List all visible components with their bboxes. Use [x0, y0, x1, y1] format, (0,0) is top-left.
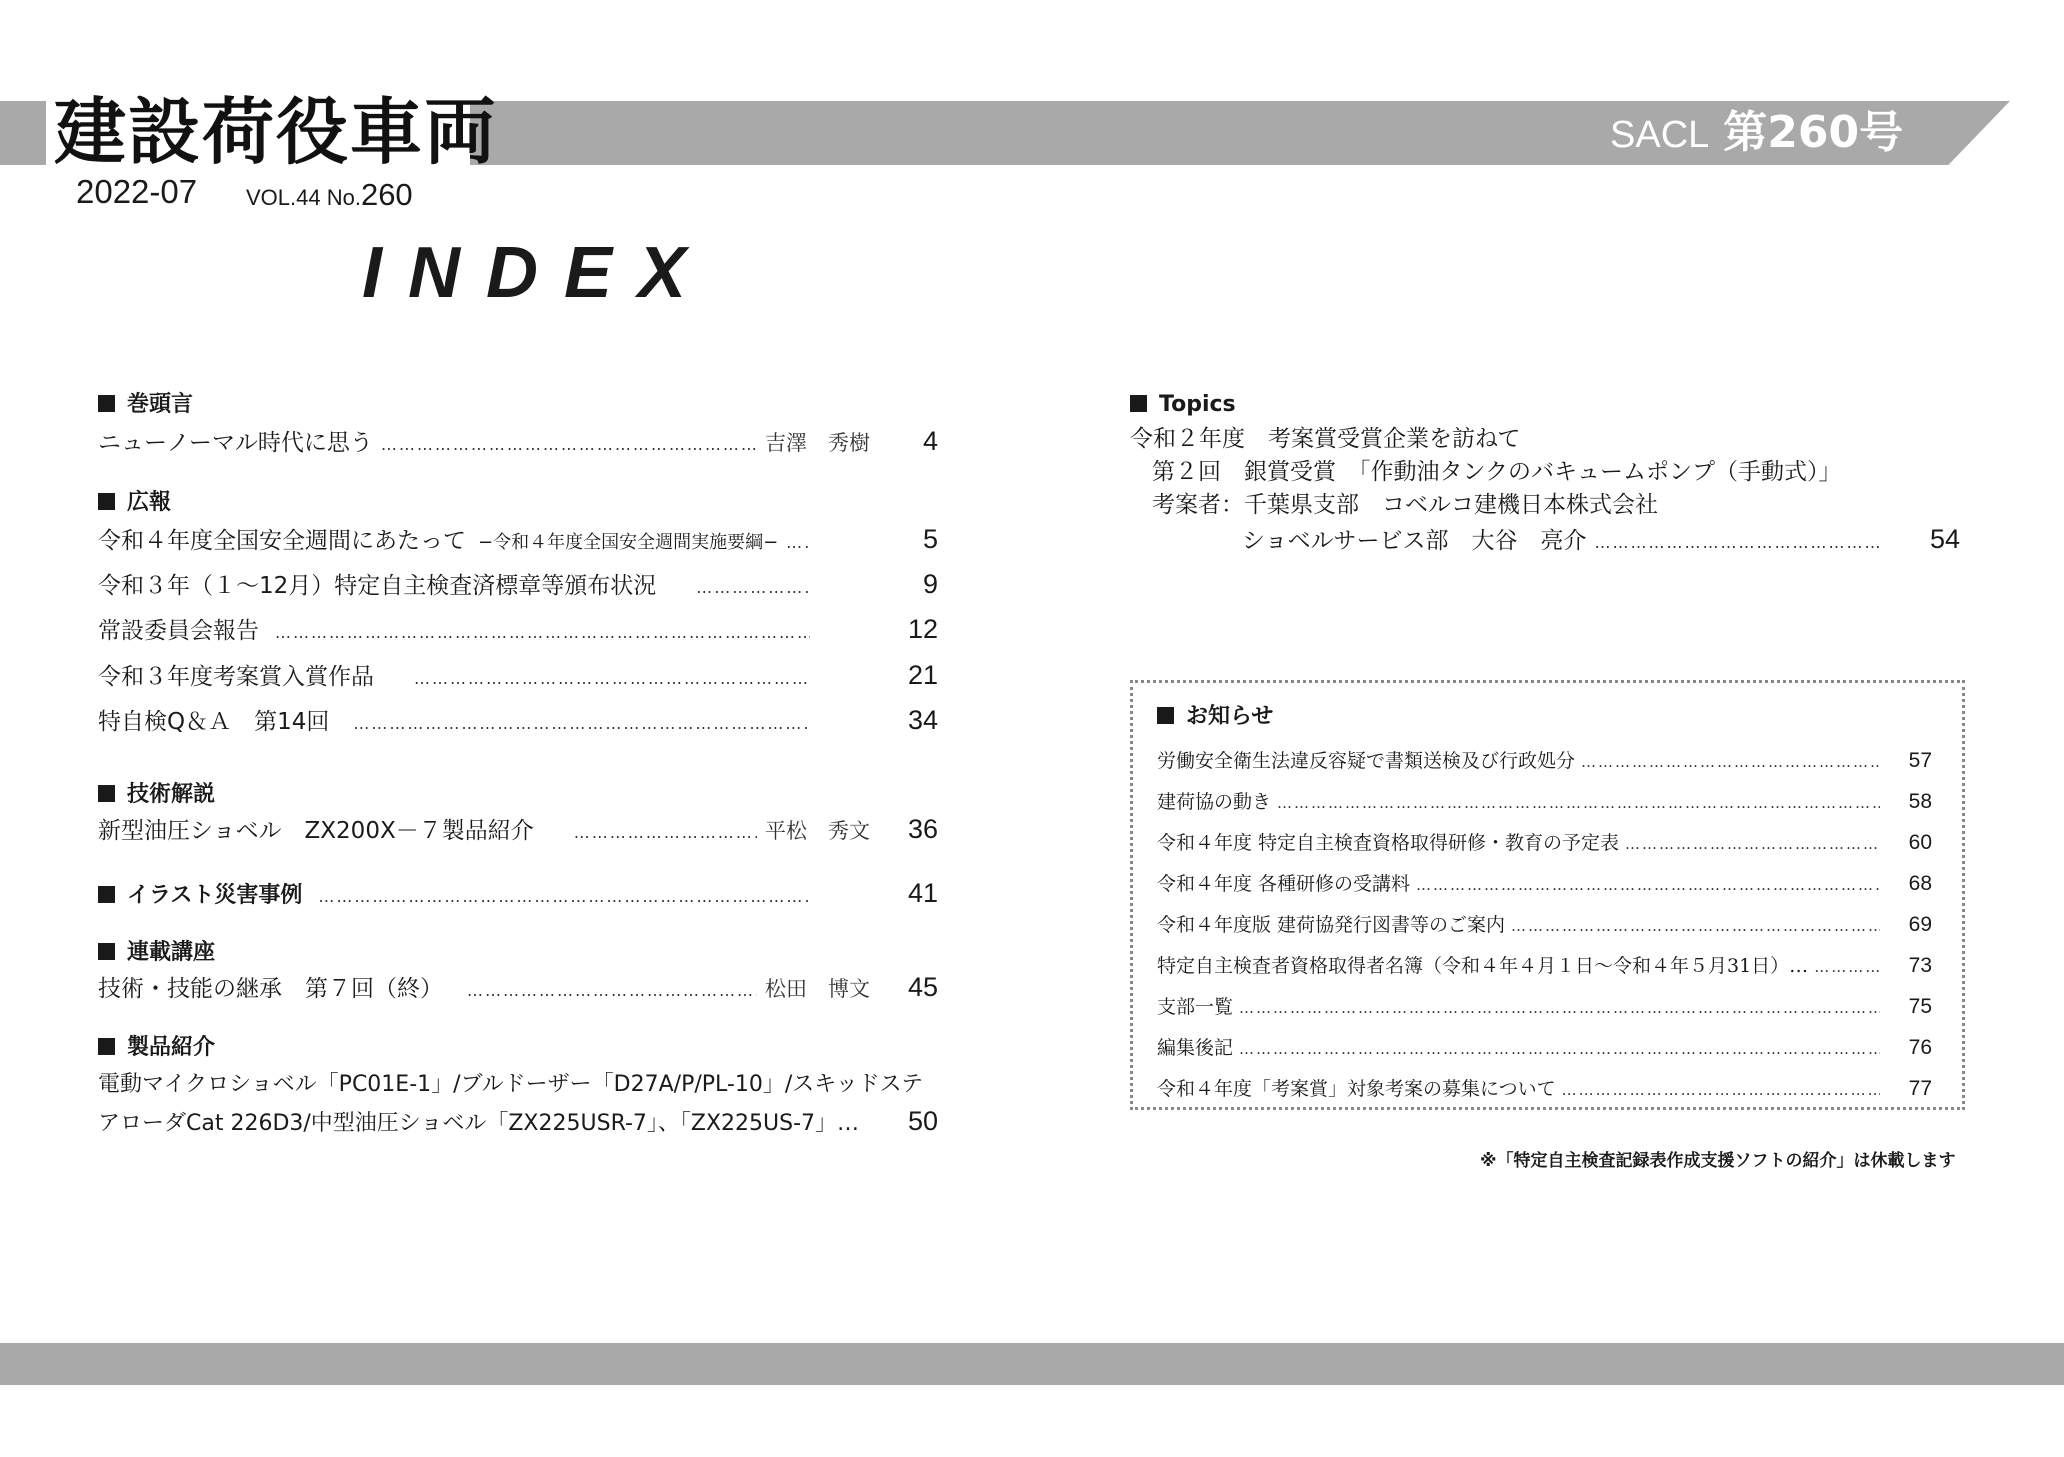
notice-item[interactable]: 建荷協の動き ………………………………………………………………………………………………………………………………………………………………………………………………… 58 — [1157, 782, 1932, 823]
section-heading-illust: イラスト災害事例 — [98, 879, 302, 913]
notice-item[interactable]: 令和４年度 特定自主検査資格取得研修・教育の予定表 ………………………………………………………………………………………………………………………………………………………………………………………………… 60 — [1157, 823, 1932, 864]
notice-item[interactable]: 支部一覧 ………………………………………………………………………………………………………………………………………………………………………………………………… 75 — [1157, 987, 1932, 1028]
topics-line-2: 第２回 銀賞受賞 「作動油タンクのバキュームポンプ（手動式）」 — [1152, 459, 1842, 485]
notice-item[interactable]: 令和４年度「考案賞」対象考案の募集について ………………………………………………………………………………………………………………………………………………………………………………………………… 77 — [1157, 1069, 1932, 1110]
product-line-1: 電動マイクロショベル「PC01E-1」/ブルドーザー「D27A/P/PL-10」/スキッドステ — [98, 1072, 924, 1097]
notice-item[interactable]: 令和４年度版 建荷協発行図書等のご案内 ………………………………………………………………………………………………………………………………………………………………………………………………… 69 — [1157, 905, 1932, 946]
toc-entry[interactable] — [1242, 522, 1960, 560]
notice-list — [1157, 741, 1932, 1110]
dot-leader — [381, 428, 757, 462]
notice-item[interactable]: 労働安全衛生法違反容疑で書類送検及び行政処分 ………………………………………………………………………………………………………………………………………………………………………………………………… 57 — [1157, 741, 1932, 782]
section-heading-topics: Topics — [1130, 390, 1236, 420]
entry-title: 令和３年度考案賞入賞作品 — [98, 664, 374, 690]
entry-page: 36 — [907, 814, 938, 844]
toc-entry[interactable] — [98, 1104, 938, 1141]
entry-page: 12 — [907, 614, 938, 644]
entry-title: 技術・技能の継承 第７回（終） — [98, 976, 443, 1002]
section-heading-seihin: 製品紹介 — [98, 1033, 215, 1063]
header-band-left — [0, 101, 46, 165]
toc-entry[interactable] — [98, 876, 938, 914]
entry-page: 45 — [907, 972, 938, 1002]
dot-leader — [1239, 1030, 1880, 1069]
dot-leader — [1814, 948, 1880, 987]
section-heading-notices: お知らせ — [1157, 702, 1273, 732]
dot-leader — [1625, 825, 1880, 864]
issue-number: 第260号 — [1723, 107, 1904, 158]
square-bullet-icon — [1157, 707, 1174, 724]
dot-leader — [1595, 526, 1884, 560]
dot-leader — [574, 816, 757, 850]
issue-org: SACL — [1610, 114, 1710, 156]
entry-author: 平松 秀文 — [765, 819, 870, 843]
volume-number: 260 — [360, 177, 413, 212]
volume-label — [246, 178, 413, 215]
toc-entry[interactable] — [98, 658, 938, 696]
entry-page: 21 — [907, 660, 938, 690]
entry-title: ニューノーマル時代に思う — [98, 430, 373, 456]
issue-date: 2022-07 — [76, 173, 198, 210]
dot-leader — [1562, 1071, 1880, 1110]
dot-leader — [1581, 743, 1880, 782]
entry-page: 41 — [907, 878, 938, 908]
toc-entry[interactable] — [98, 970, 938, 1008]
topics-line-1: 令和２年度 考案賞受賞企業を訪ねて — [1130, 426, 1521, 452]
square-bullet-icon — [98, 1038, 115, 1055]
toc-entry[interactable] — [98, 703, 938, 741]
product-line-2: アローダCat 226D3/中型油圧ショベル「ZX225USR-7」、「ZX225US-7」… — [98, 1111, 860, 1136]
dot-leader — [1277, 784, 1880, 823]
square-bullet-icon — [98, 886, 115, 903]
dot-leader — [353, 707, 810, 741]
footer-band — [0, 1343, 2064, 1385]
topics-line-3: 考案者：千葉県支部 コベルコ建機日本株式会社 — [1152, 492, 1658, 518]
toc-entry[interactable] — [98, 567, 938, 605]
section-heading-gijutsu: 技術解説 — [98, 780, 215, 810]
entry-author: 松田 博文 — [765, 977, 870, 1001]
toc-entry[interactable] — [98, 424, 938, 462]
entry-author: 吉澤 秀樹 — [765, 431, 870, 455]
entry-title: 令和４年度全国安全週間にあたって — [98, 528, 466, 554]
issue-badge — [1610, 104, 1950, 162]
entry-title: 特自検Q＆Ａ 第14回 — [98, 709, 330, 735]
notice-item[interactable]: 特定自主検査者資格取得者名簿（令和４年４月１日～令和４年５月31日）… ………………………………………………………………………………………………………………………………………………………………………………………………… 73 — [1157, 946, 1932, 987]
entry-title: 令和３年（１～12月）特定自主検査済標章等頒布状況 — [98, 573, 657, 599]
square-bullet-icon — [98, 493, 115, 510]
entry-page: 4 — [922, 426, 938, 456]
volume-text: VOL.44 No. — [246, 185, 361, 210]
magazine-title: 建設荷役車両 — [54, 90, 499, 174]
square-bullet-icon — [1130, 395, 1147, 412]
topics-line-4: ショベルサービス部 大谷 亮介 — [1242, 528, 1587, 554]
dot-leader — [414, 662, 810, 696]
index-title: INDEX — [362, 233, 713, 313]
toc-entry[interactable] — [98, 612, 938, 650]
dot-leader — [275, 616, 810, 650]
entry-page: 5 — [922, 524, 938, 554]
square-bullet-icon — [98, 943, 115, 960]
square-bullet-icon — [98, 785, 115, 802]
entry-title: 常設委員会報告 — [98, 618, 259, 644]
dot-leader — [786, 526, 810, 560]
square-bullet-icon — [98, 395, 115, 412]
section-heading-rensai: 連載講座 — [98, 938, 215, 968]
entry-page: 9 — [922, 569, 938, 599]
dot-leader — [1416, 866, 1880, 905]
entry-page: 50 — [907, 1106, 938, 1136]
section-heading-kouhou: 広報 — [98, 488, 171, 518]
notice-item[interactable]: 令和４年度 各種研修の受講料 ………………………………………………………………………………………………………………………………………………………………………………………………… 68 — [1157, 864, 1932, 905]
footnote: ※「特定自主検査記録表作成支援ソフトの紹介」は休載します — [1480, 1151, 1956, 1171]
dot-leader — [318, 880, 810, 914]
entry-page: 54 — [1929, 524, 1960, 554]
toc-entry[interactable] — [98, 522, 938, 560]
dot-leader — [467, 974, 757, 1008]
notice-item[interactable]: 編集後記 ………………………………………………………………………………………………………………………………………………………………………………………………… 76 — [1157, 1028, 1932, 1069]
dot-leader — [1239, 989, 1880, 1028]
dot-leader — [696, 571, 810, 605]
entry-page: 34 — [907, 705, 938, 735]
entry-title: 新型油圧ショベル ZX200X－７製品紹介 — [98, 818, 534, 844]
section-heading-kantougen: 巻頭言 — [98, 390, 193, 420]
dot-leader — [1511, 907, 1880, 946]
toc-entry[interactable] — [98, 812, 938, 850]
entry-subtitle: −令和４年度全国安全週間実施要綱− — [478, 532, 779, 553]
